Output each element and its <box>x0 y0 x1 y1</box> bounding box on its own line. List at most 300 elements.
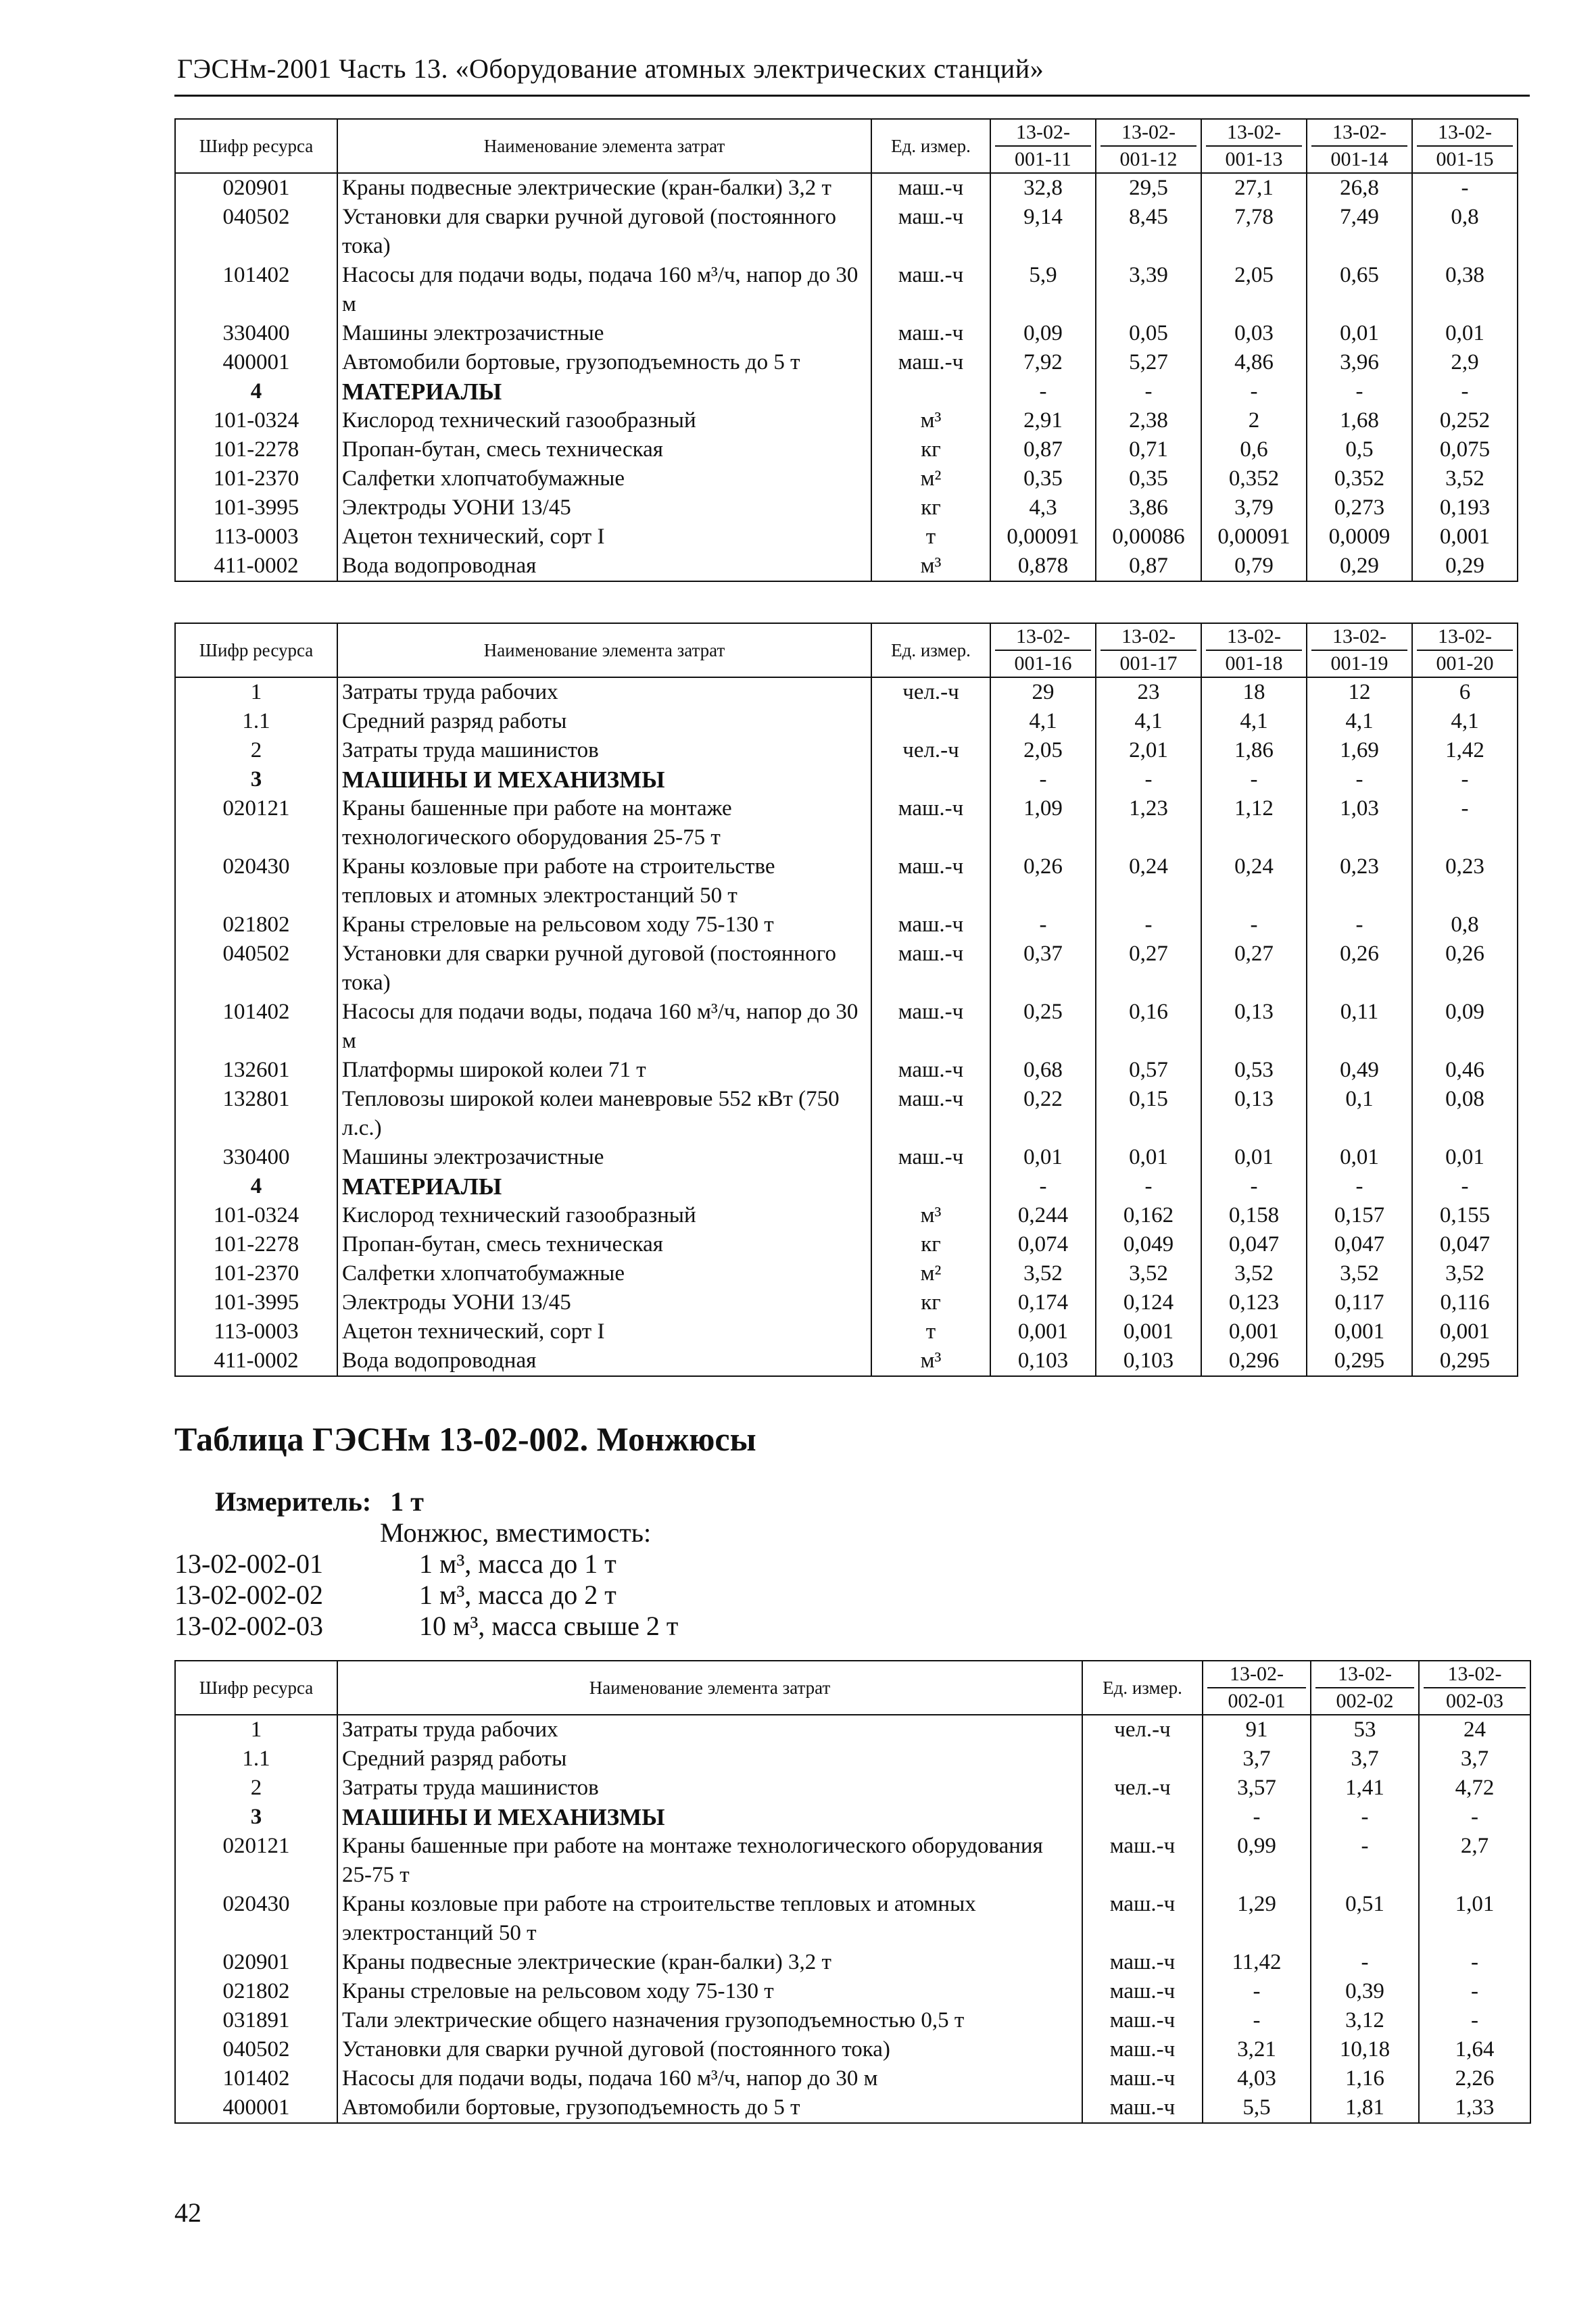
resource-code: 101-2370 <box>175 464 337 493</box>
norm-value: 0,27 <box>1096 940 1201 998</box>
group-title: Монжюс, вместимость: <box>380 1517 652 1548</box>
column-header-norm: 13-02- 001-18 <box>1201 623 1307 677</box>
norm-value: 2,7 <box>1419 1832 1530 1890</box>
table-row <box>175 348 1518 377</box>
norm-value: - <box>1307 1172 1412 1201</box>
resource-name: Средний разряд работы <box>337 707 871 736</box>
norm-value: 0,01 <box>1201 1143 1307 1172</box>
unit: м³ <box>871 1201 990 1230</box>
table-row <box>175 203 1518 261</box>
norm-value: 3,52 <box>1412 464 1518 493</box>
norm-value: - <box>1419 2006 1530 2035</box>
resource-name: Установки для сварки ручной дуговой (постоянного тока) <box>337 940 871 998</box>
resource-name: Пропан-бутан, смесь техническая <box>337 1230 871 1259</box>
resource-name: Салфетки хлопчатобумажные <box>337 464 871 493</box>
norm-value: 3,52 <box>1201 1259 1307 1288</box>
norm-value: 0,123 <box>1201 1288 1307 1317</box>
unit: маш.-ч <box>1082 2093 1203 2123</box>
norm-value: 0,23 <box>1307 852 1412 910</box>
norm-value: 0,0009 <box>1307 522 1412 552</box>
resource-name: Затраты труда рабочих <box>337 677 871 707</box>
measure-value: 1 т <box>390 1486 424 1517</box>
norm-value: 1,42 <box>1412 736 1518 765</box>
item-code: 13-02-002-02 <box>174 1580 323 1610</box>
unit: м² <box>871 1259 990 1288</box>
resource-name: МАШИНЫ И МЕХАНИЗМЫ <box>337 1803 1082 1832</box>
table-row <box>175 552 1518 581</box>
norm-value: 2,26 <box>1419 2064 1530 2093</box>
resource-name: Автомобили бортовые, грузоподъемность до 5 т <box>337 348 871 377</box>
norm-value: 2,38 <box>1096 406 1201 435</box>
resource-code: 101402 <box>175 261 337 319</box>
unit: маш.-ч <box>871 998 990 1056</box>
norm-value: 0,001 <box>1096 1317 1201 1346</box>
resource-code: 1.1 <box>175 707 337 736</box>
norm-value: 3,86 <box>1096 493 1201 522</box>
table-row <box>175 1715 1530 1745</box>
resource-code: 1.1 <box>175 1745 337 1774</box>
table-row <box>175 1230 1518 1259</box>
norm-value: - <box>990 377 1096 406</box>
norm-value: 0,074 <box>990 1230 1096 1259</box>
norm-value: 0,99 <box>1203 1832 1311 1890</box>
resource-code: 132801 <box>175 1085 337 1143</box>
norm-value: - <box>1201 377 1307 406</box>
unit: маш.-ч <box>1082 1890 1203 1948</box>
norm-value: - <box>1419 1977 1530 2006</box>
norm-value: 26,8 <box>1307 173 1412 203</box>
unit: маш.-ч <box>1082 2006 1203 2035</box>
table-row <box>175 910 1518 940</box>
table-row <box>175 2006 1530 2035</box>
resource-code: 101-2278 <box>175 435 337 464</box>
column-header-norm: 13-02- 001-15 <box>1412 119 1518 173</box>
norm-value: 3,57 <box>1203 1774 1311 1803</box>
column-header-name: Наименование элемента затрат <box>337 623 871 677</box>
norm-value: - <box>1412 377 1518 406</box>
table-row <box>175 493 1518 522</box>
resource-name: Средний разряд работы <box>337 1745 1082 1774</box>
table-row <box>175 852 1518 910</box>
norm-value: - <box>1419 1948 1530 1977</box>
resource-code: 020121 <box>175 794 337 852</box>
norm-value: - <box>1412 1172 1518 1201</box>
norm-value: 12 <box>1307 677 1412 707</box>
norm-value: - <box>1203 2006 1311 2035</box>
resource-name: Тепловозы широкой колеи маневровые 552 кВт (750 л.с.) <box>337 1085 871 1143</box>
norm-value: 0,22 <box>990 1085 1096 1143</box>
norm-value: 2,05 <box>1201 261 1307 319</box>
resource-name: Тали электрические общего назначения грузоподъемностью 0,5 т <box>337 2006 1082 2035</box>
resource-name: Электроды УОНИ 13/45 <box>337 1288 871 1317</box>
unit: м³ <box>871 406 990 435</box>
resource-name: Машины электрозачистные <box>337 1143 871 1172</box>
norm-value: 0,6 <box>1201 435 1307 464</box>
resource-name: Вода водопроводная <box>337 1346 871 1376</box>
norm-value: - <box>1203 1803 1311 1832</box>
norm-value: 0,46 <box>1412 1056 1518 1085</box>
norm-value: 3,12 <box>1311 2006 1419 2035</box>
table-row <box>175 1288 1518 1317</box>
unit: кг <box>871 1230 990 1259</box>
norm-value: - <box>1419 1803 1530 1832</box>
column-header-norm: 13-02- 001-14 <box>1307 119 1412 173</box>
section-row <box>175 377 1518 406</box>
resource-name: Машины электрозачистные <box>337 319 871 348</box>
norm-value: 4,1 <box>1307 707 1412 736</box>
norm-value: 1,81 <box>1311 2093 1419 2123</box>
resource-code: 101402 <box>175 2064 337 2093</box>
table-row <box>175 319 1518 348</box>
table-row <box>175 677 1518 707</box>
norm-value: 0,01 <box>1412 319 1518 348</box>
unit: маш.-ч <box>871 1056 990 1085</box>
norm-value: 7,78 <box>1201 203 1307 261</box>
table-header-row <box>175 623 1518 677</box>
norm-value: 0,01 <box>1412 1143 1518 1172</box>
table-row <box>175 435 1518 464</box>
unit: чел.-ч <box>871 677 990 707</box>
norm-value: - <box>1096 765 1201 794</box>
norm-value: 10,18 <box>1311 2035 1419 2064</box>
norm-value: - <box>1311 1948 1419 1977</box>
resource-code: 1 <box>175 1715 337 1745</box>
norm-value: 0,296 <box>1201 1346 1307 1376</box>
resource-code: 031891 <box>175 2006 337 2035</box>
norm-value: - <box>1201 910 1307 940</box>
resource-name: Платформы широкой колеи 71 т <box>337 1056 871 1085</box>
unit: маш.-ч <box>871 910 990 940</box>
norm-value: 3,52 <box>990 1259 1096 1288</box>
table-row <box>175 1056 1518 1085</box>
norm-value: - <box>990 765 1096 794</box>
resource-code: 020121 <box>175 1832 337 1890</box>
norm-value: 0,11 <box>1307 998 1412 1056</box>
table-row <box>175 1977 1530 2006</box>
resource-code: 101402 <box>175 998 337 1056</box>
unit: маш.-ч <box>871 852 990 910</box>
resource-name: Пропан-бутан, смесь техническая <box>337 435 871 464</box>
norm-value: 1,23 <box>1096 794 1201 852</box>
norm-value: - <box>1201 765 1307 794</box>
norm-value: 3,52 <box>1096 1259 1201 1288</box>
unit: маш.-ч <box>1082 1977 1203 2006</box>
norm-value: 4,72 <box>1419 1774 1530 1803</box>
norm-value: 0,57 <box>1096 1056 1201 1085</box>
column-header-name: Наименование элемента затрат <box>337 119 871 173</box>
resource-name: Краны башенные при работе на монтаже технологического оборудования 25-75 т <box>337 1832 1082 1890</box>
norm-value: 0,38 <box>1412 261 1518 319</box>
norm-value: 0,51 <box>1311 1890 1419 1948</box>
unit: маш.-ч <box>871 348 990 377</box>
column-header-unit: Ед. измер. <box>871 119 990 173</box>
resource-code: 3 <box>175 1803 337 1832</box>
norm-value: 0,39 <box>1311 1977 1419 2006</box>
resource-code: 040502 <box>175 2035 337 2064</box>
table-row <box>175 1317 1518 1346</box>
resource-code: 021802 <box>175 910 337 940</box>
item-text: 10 м³, масса свыше 2 т <box>419 1611 679 1641</box>
resource-name: Краны козловые при работе на строительстве тепловых и атомных электростанций 50 т <box>337 1890 1082 1948</box>
resource-name: Ацетон технический, сорт I <box>337 1317 871 1346</box>
resource-code: 101-3995 <box>175 1288 337 1317</box>
norm-value: 27,1 <box>1201 173 1307 203</box>
norm-value: - <box>1096 1172 1201 1201</box>
unit <box>871 377 990 406</box>
norm-value: 1,64 <box>1419 2035 1530 2064</box>
norm-value: 0,15 <box>1096 1085 1201 1143</box>
norm-value: 32,8 <box>990 173 1096 203</box>
unit: чел.-ч <box>1082 1774 1203 1803</box>
table-row <box>175 736 1518 765</box>
norm-value: 0,29 <box>1412 552 1518 581</box>
resource-name: Кислород технический газообразный <box>337 406 871 435</box>
norm-value: 6 <box>1412 677 1518 707</box>
measure-line <box>215 1486 424 1517</box>
table-row <box>175 1259 1518 1288</box>
norm-value: 5,27 <box>1096 348 1201 377</box>
column-header-name: Наименование элемента затрат <box>337 1661 1082 1715</box>
resource-code: 101-0324 <box>175 1201 337 1230</box>
norm-value: 0,001 <box>1412 522 1518 552</box>
table-row <box>175 2035 1530 2064</box>
norm-value: 3,96 <box>1307 348 1412 377</box>
resource-name: Затраты труда машинистов <box>337 1774 1082 1803</box>
table-row <box>175 2064 1530 2093</box>
norm-value: - <box>1307 765 1412 794</box>
unit: маш.-ч <box>1082 2035 1203 2064</box>
table-header-row <box>175 119 1518 173</box>
norm-value: 0,047 <box>1307 1230 1412 1259</box>
norm-value: 0,01 <box>990 1143 1096 1172</box>
unit: кг <box>871 493 990 522</box>
norm-value: 0,24 <box>1201 852 1307 910</box>
running-header: ГЭСНм-2001 Часть 13. «Оборудование атомных электрических станций» <box>177 53 1044 84</box>
norm-value: 4,03 <box>1203 2064 1311 2093</box>
norm-value: - <box>1203 1977 1311 2006</box>
norm-value: 1,12 <box>1201 794 1307 852</box>
norm-value: 0,001 <box>1201 1317 1307 1346</box>
unit <box>1082 1803 1203 1832</box>
resource-table-001-11-15 <box>174 118 1518 582</box>
resource-name: Вода водопроводная <box>337 552 871 581</box>
norm-value: 1,33 <box>1419 2093 1530 2123</box>
resource-name: Насосы для подачи воды, подача 160 м³/ч, напор до 30 м <box>337 2064 1082 2093</box>
norm-value: 29 <box>990 677 1096 707</box>
resource-code: 113-0003 <box>175 1317 337 1346</box>
norm-value: 1,16 <box>1311 2064 1419 2093</box>
norm-value: 0,158 <box>1201 1201 1307 1230</box>
item-code: 13-02-002-01 <box>174 1549 323 1579</box>
norm-value: 7,49 <box>1307 203 1412 261</box>
table-row <box>175 1890 1530 1948</box>
resource-name: Установки для сварки ручной дуговой (постоянного тока) <box>337 2035 1082 2064</box>
table-row <box>175 1346 1518 1376</box>
table-row <box>175 1201 1518 1230</box>
header-rule <box>174 95 1530 97</box>
table-row <box>175 464 1518 493</box>
norm-value: 0,05 <box>1096 319 1201 348</box>
column-header-norm: 13-02- 001-20 <box>1412 623 1518 677</box>
page-number: 42 <box>174 2197 201 2228</box>
norm-value: 8,45 <box>1096 203 1201 261</box>
section-row <box>175 765 1518 794</box>
norm-value: 18 <box>1201 677 1307 707</box>
norm-value: 2 <box>1201 406 1307 435</box>
norm-value: - <box>990 1172 1096 1201</box>
norm-value: 0,001 <box>1412 1317 1518 1346</box>
norm-value: 0,00091 <box>1201 522 1307 552</box>
norm-value: - <box>1307 377 1412 406</box>
unit: маш.-ч <box>1082 1948 1203 1977</box>
resource-table-001-16-20 <box>174 623 1518 1377</box>
resource-name: Затраты труда рабочих <box>337 1715 1082 1745</box>
resource-code: 040502 <box>175 940 337 998</box>
norm-value: 0,00086 <box>1096 522 1201 552</box>
norm-value: 3,52 <box>1307 1259 1412 1288</box>
norm-value: 5,9 <box>990 261 1096 319</box>
norm-value: 0,13 <box>1201 1085 1307 1143</box>
norm-value: 2,9 <box>1412 348 1518 377</box>
resource-name: Электроды УОНИ 13/45 <box>337 493 871 522</box>
norm-value: 0,193 <box>1412 493 1518 522</box>
norm-value: 0,117 <box>1307 1288 1412 1317</box>
column-header-code: Шифр ресурса <box>175 119 337 173</box>
norm-value: 0,01 <box>1307 1143 1412 1172</box>
column-header-norm: 13-02- 001-13 <box>1201 119 1307 173</box>
norm-value: 0,37 <box>990 940 1096 998</box>
resource-code: 3 <box>175 765 337 794</box>
norm-value: 0,49 <box>1307 1056 1412 1085</box>
norm-value: 0,001 <box>990 1317 1096 1346</box>
norm-value: 0,273 <box>1307 493 1412 522</box>
resource-name: Ацетон технический, сорт I <box>337 522 871 552</box>
table-row <box>175 707 1518 736</box>
norm-value: - <box>1412 794 1518 852</box>
norm-value: 0,08 <box>1412 1085 1518 1143</box>
norm-value: 0,03 <box>1201 319 1307 348</box>
norm-value: 1,01 <box>1419 1890 1530 1948</box>
norm-value: 0,878 <box>990 552 1096 581</box>
norm-value: 0,103 <box>990 1346 1096 1376</box>
norm-value: - <box>1311 1832 1419 1890</box>
column-header-code: Шифр ресурса <box>175 1661 337 1715</box>
resource-name: Установки для сварки ручной дуговой (постоянного тока) <box>337 203 871 261</box>
norm-value: 91 <box>1203 1715 1311 1745</box>
column-header-norm: 13-02- 002-01 <box>1203 1661 1311 1715</box>
section-row <box>175 1172 1518 1201</box>
norm-value: 4,1 <box>1201 707 1307 736</box>
table-row <box>175 998 1518 1056</box>
norm-value: 0,87 <box>990 435 1096 464</box>
resource-name: Затраты труда машинистов <box>337 736 871 765</box>
table-row <box>175 173 1518 203</box>
norm-value: 0,13 <box>1201 998 1307 1056</box>
unit <box>871 707 990 736</box>
unit: маш.-ч <box>871 173 990 203</box>
norm-value: 0,79 <box>1201 552 1307 581</box>
norm-value: 3,52 <box>1412 1259 1518 1288</box>
norm-value: 23 <box>1096 677 1201 707</box>
norm-value: 29,5 <box>1096 173 1201 203</box>
resource-code: 132601 <box>175 1056 337 1085</box>
norm-value: 0,01 <box>1096 1143 1201 1172</box>
norm-value: 1,86 <box>1201 736 1307 765</box>
norm-value: 53 <box>1311 1715 1419 1745</box>
column-header-norm: 13-02- 001-12 <box>1096 119 1201 173</box>
table-row <box>175 406 1518 435</box>
norm-value: 0,65 <box>1307 261 1412 319</box>
unit <box>871 1172 990 1201</box>
resource-code: 330400 <box>175 1143 337 1172</box>
resource-code: 411-0002 <box>175 1346 337 1376</box>
column-header-norm: 13-02- 002-02 <box>1311 1661 1419 1715</box>
column-header-code: Шифр ресурса <box>175 623 337 677</box>
norm-value: 0,29 <box>1307 552 1412 581</box>
norm-value: - <box>990 910 1096 940</box>
norm-value: 1,41 <box>1311 1774 1419 1803</box>
unit: чел.-ч <box>1082 1715 1203 1745</box>
norm-value: 0,09 <box>1412 998 1518 1056</box>
resource-table-002 <box>174 1660 1531 2124</box>
norm-value: - <box>1096 377 1201 406</box>
norm-value: 0,26 <box>990 852 1096 910</box>
norm-value: 2,05 <box>990 736 1096 765</box>
norm-value: 0,049 <box>1096 1230 1201 1259</box>
norm-value: 0,252 <box>1412 406 1518 435</box>
norm-value: 9,14 <box>990 203 1096 261</box>
unit: маш.-ч <box>871 1085 990 1143</box>
resource-code: 4 <box>175 1172 337 1201</box>
column-header-norm: 13-02- 002-03 <box>1419 1661 1530 1715</box>
item-code: 13-02-002-03 <box>174 1611 323 1641</box>
resource-code: 400001 <box>175 348 337 377</box>
norm-value: 0,075 <box>1412 435 1518 464</box>
unit: маш.-ч <box>871 1143 990 1172</box>
unit: маш.-ч <box>871 794 990 852</box>
resource-code: 113-0003 <box>175 522 337 552</box>
norm-value: 4,3 <box>990 493 1096 522</box>
norm-value: 0,162 <box>1096 1201 1201 1230</box>
resource-code: 020430 <box>175 1890 337 1948</box>
norm-value: 3,39 <box>1096 261 1201 319</box>
unit: т <box>871 522 990 552</box>
norm-value: 3,21 <box>1203 2035 1311 2064</box>
norm-value: 0,01 <box>1307 319 1412 348</box>
norm-value: 0,35 <box>990 464 1096 493</box>
unit: маш.-ч <box>871 319 990 348</box>
norm-value: 0,103 <box>1096 1346 1201 1376</box>
column-header-norm: 13-02- 001-16 <box>990 623 1096 677</box>
unit: кг <box>871 435 990 464</box>
norm-value: 0,27 <box>1201 940 1307 998</box>
table-row <box>175 1085 1518 1143</box>
resource-name: Кислород технический газообразный <box>337 1201 871 1230</box>
unit: кг <box>871 1288 990 1317</box>
norm-value: 0,24 <box>1096 852 1201 910</box>
unit: маш.-ч <box>871 940 990 998</box>
resource-code: 4 <box>175 377 337 406</box>
resource-name: МАШИНЫ И МЕХАНИЗМЫ <box>337 765 871 794</box>
norm-value: 2,91 <box>990 406 1096 435</box>
table-row <box>175 1745 1530 1774</box>
column-header-norm: 13-02- 001-19 <box>1307 623 1412 677</box>
unit: м² <box>871 464 990 493</box>
unit: чел.-ч <box>871 736 990 765</box>
norm-value: 1,29 <box>1203 1890 1311 1948</box>
resource-code: 020901 <box>175 1948 337 1977</box>
measure-label: Измеритель: <box>215 1486 372 1517</box>
